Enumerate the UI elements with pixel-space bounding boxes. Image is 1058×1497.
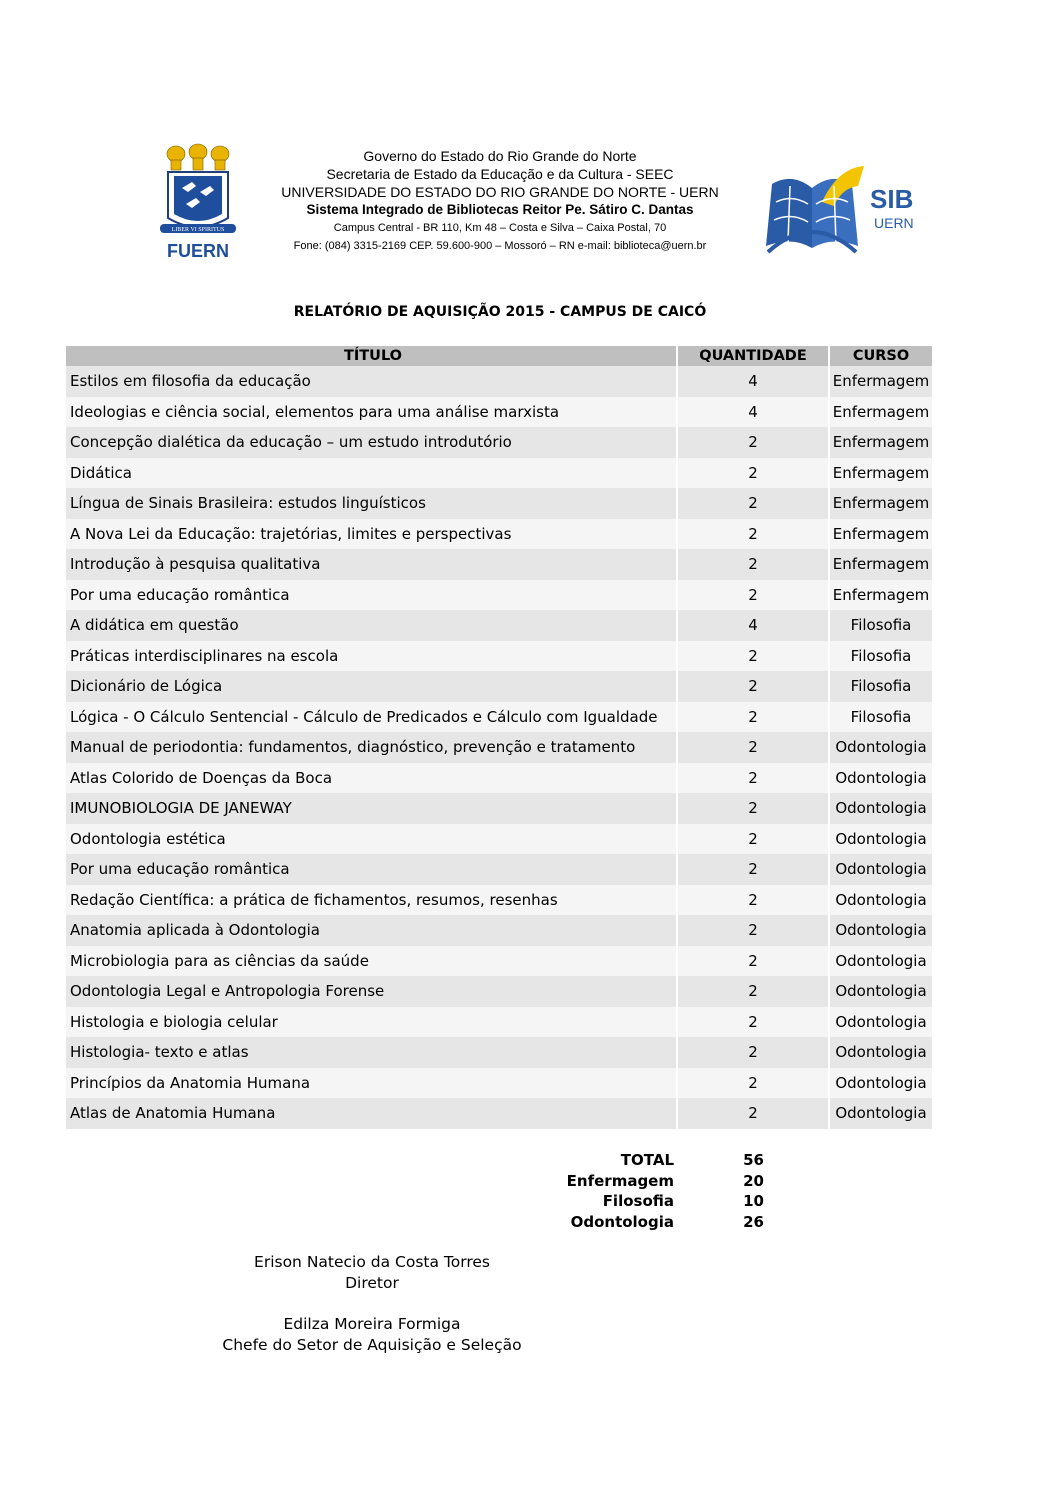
cell-course: Filosofia [830,641,932,672]
cell-title: Dicionário de Lógica [66,671,676,702]
cell-quantity: 2 [678,580,828,611]
totals-label: TOTAL [620,1151,674,1170]
cell-course: Odontologia [830,1068,932,1099]
cell-quantity: 2 [678,427,828,458]
cell-course: Odontologia [830,915,932,946]
fuern-logo-text: FUERN [167,241,229,261]
cell-title: Atlas Colorido de Doenças da Boca [66,763,676,794]
table-row [66,519,932,550]
sib-logo-subtext: UERN [874,215,914,231]
cell-quantity: 2 [678,885,828,916]
cell-title: Odontologia estética [66,824,676,855]
fuern-logo [152,140,244,262]
cell-title: Microbiologia para as ciências da saúde [66,946,676,977]
column-header-quantity: QUANTIDADE [678,346,828,366]
cell-course: Enfermagem [830,580,932,611]
totals-label: Filosofia [602,1192,674,1211]
header-line-contact: Fone: (084) 3315-2169 CEP. 59.600-900 – Mossoró – RN e-mail: biblioteca@uern.br [293,240,707,252]
table-row [66,732,932,763]
cell-title: Estilos em filosofia da educação [66,366,676,397]
cell-quantity: 2 [678,458,828,489]
cell-quantity: 4 [678,397,828,428]
cell-title: Por uma educação romântica [66,854,676,885]
table-body [66,366,932,1129]
cell-title: IMUNOBIOLOGIA DE JANEWAY [66,793,676,824]
cell-course: Enfermagem [830,427,932,458]
sib-logo-text: SIB [870,184,914,214]
cell-title: Práticas interdisciplinares na escola [66,641,676,672]
cell-course: Odontologia [830,976,932,1007]
cell-quantity: 2 [678,854,828,885]
cell-quantity: 2 [678,793,828,824]
cell-quantity: 2 [678,976,828,1007]
sib-uern-logo [762,162,922,257]
acquisition-table [66,346,932,1129]
fuern-motto: LIBER VI SPIRITUS [171,227,225,233]
cell-title: Manual de periodontia: fundamentos, diagnóstico, prevenção e tratamento [66,732,676,763]
table-row [66,580,932,611]
cell-quantity: 2 [678,732,828,763]
cell-course: Odontologia [830,824,932,855]
cell-title: Princípios da Anatomia Humana [66,1068,676,1099]
signatures [212,1252,532,1356]
cell-course: Enfermagem [830,549,932,580]
table-row [66,610,932,641]
cell-title: Por uma educação romântica [66,580,676,611]
report-title: RELATÓRIO DE AQUISIÇÃO 2015 - CAMPUS DE CAICÓ [293,304,707,320]
table-row [66,824,932,855]
cell-quantity: 2 [678,671,828,702]
table-row [66,915,932,946]
cell-title: A didática em questão [66,610,676,641]
cell-course: Odontologia [830,946,932,977]
table-row [66,549,932,580]
cell-course: Enfermagem [830,488,932,519]
totals-summary [540,1150,780,1232]
signature-name-director: Erison Natecio da Costa Torres [254,1253,490,1271]
cell-course: Filosofia [830,702,932,733]
cell-course: Filosofia [830,610,932,641]
cell-quantity: 2 [678,1037,828,1068]
cell-quantity: 4 [678,366,828,397]
cell-course: Odontologia [830,1098,932,1129]
cell-course: Odontologia [830,732,932,763]
cell-title: A Nova Lei da Educação: trajetórias, limites e perspectivas [66,519,676,550]
cell-quantity: 2 [678,641,828,672]
cell-title: Didática [66,458,676,489]
cell-title: Ideologias e ciência social, elementos para uma análise marxista [66,397,676,428]
cell-course: Odontologia [830,763,932,794]
cell-quantity: 2 [678,702,828,733]
totals-row [540,1150,780,1171]
cell-quantity: 2 [678,488,828,519]
institution-header [250,147,750,255]
cell-quantity: 4 [678,610,828,641]
cell-title: Introdução à pesquisa qualitativa [66,549,676,580]
table-row [66,427,932,458]
table-row [66,1007,932,1038]
cell-course: Enfermagem [830,519,932,550]
table-row [66,641,932,672]
signature-role-chief: Chefe do Setor de Aquisição e Seleção [222,1336,522,1354]
cell-course: Odontologia [830,854,932,885]
cell-course: Odontologia [830,793,932,824]
cell-title: Concepção dialética da educação – um estudo introdutório [66,427,676,458]
table-row [66,976,932,1007]
table-row [66,397,932,428]
column-header-course: CURSO [830,346,932,366]
table-row [66,946,932,977]
cell-title: Histologia e biologia celular [66,1007,676,1038]
totals-label: Enfermagem [566,1171,674,1190]
cell-quantity: 2 [678,549,828,580]
cell-quantity: 2 [678,1098,828,1129]
cell-title: Lógica - O Cálculo Sentencial - Cálculo de Predicados e Cálculo com Igualdade [66,702,676,733]
cell-title: Anatomia aplicada à Odontologia [66,915,676,946]
header-line-secretariat: Secretaria de Estado da Educação e da Cultura - SEEC [326,166,674,182]
table-row [66,1037,932,1068]
cell-course: Odontologia [830,1037,932,1068]
header-line-address: Campus Central - BR 110, Km 48 – Costa e Silva – Caixa Postal, 70 [333,222,667,234]
cell-course: Odontologia [830,1007,932,1038]
signature-name-chief: Edilza Moreira Formiga [283,1315,461,1333]
table-row [66,366,932,397]
totals-value: 10 [743,1192,764,1211]
cell-course: Enfermagem [830,397,932,428]
cell-quantity: 2 [678,519,828,550]
totals-value: 26 [743,1212,764,1231]
header-line-university: UNIVERSIDADE DO ESTADO DO RIO GRANDE DO NORTE - UERN [281,184,719,200]
table-row [66,885,932,916]
table-row [66,702,932,733]
totals-value: 56 [743,1151,764,1170]
totals-label: Odontologia [570,1212,674,1231]
cell-title: Odontologia Legal e Antropologia Forense [66,976,676,1007]
table-row [66,458,932,489]
cell-title: Redação Científica: a prática de fichamentos, resumos, resenhas [66,885,676,916]
cell-course: Enfermagem [830,458,932,489]
cell-quantity: 2 [678,1007,828,1038]
totals-row [540,1191,780,1212]
table-row [66,671,932,702]
table-row [66,1068,932,1099]
header-line-library-system: Sistema Integrado de Bibliotecas Reitor Pe. Sátiro C. Dantas [306,202,694,217]
cell-quantity: 2 [678,1068,828,1099]
cell-quantity: 2 [678,763,828,794]
column-header-title: TÍTULO [66,346,676,366]
cell-course: Enfermagem [830,366,932,397]
table-row [66,763,932,794]
table-header-row [66,346,932,366]
cell-title: Histologia- texto e atlas [66,1037,676,1068]
cell-course: Odontologia [830,885,932,916]
totals-value: 20 [743,1171,764,1190]
header-line-government: Governo do Estado do Rio Grande do Norte [363,148,637,164]
table-row [66,854,932,885]
table-row [66,793,932,824]
cell-quantity: 2 [678,946,828,977]
cell-quantity: 2 [678,824,828,855]
cell-title: Língua de Sinais Brasileira: estudos linguísticos [66,488,676,519]
cell-quantity: 2 [678,915,828,946]
table-row [66,1098,932,1129]
table-row [66,488,932,519]
totals-row [540,1171,780,1192]
totals-row [540,1212,780,1233]
cell-title: Atlas de Anatomia Humana [66,1098,676,1129]
signature-role-director: Diretor [345,1274,399,1292]
cell-course: Filosofia [830,671,932,702]
